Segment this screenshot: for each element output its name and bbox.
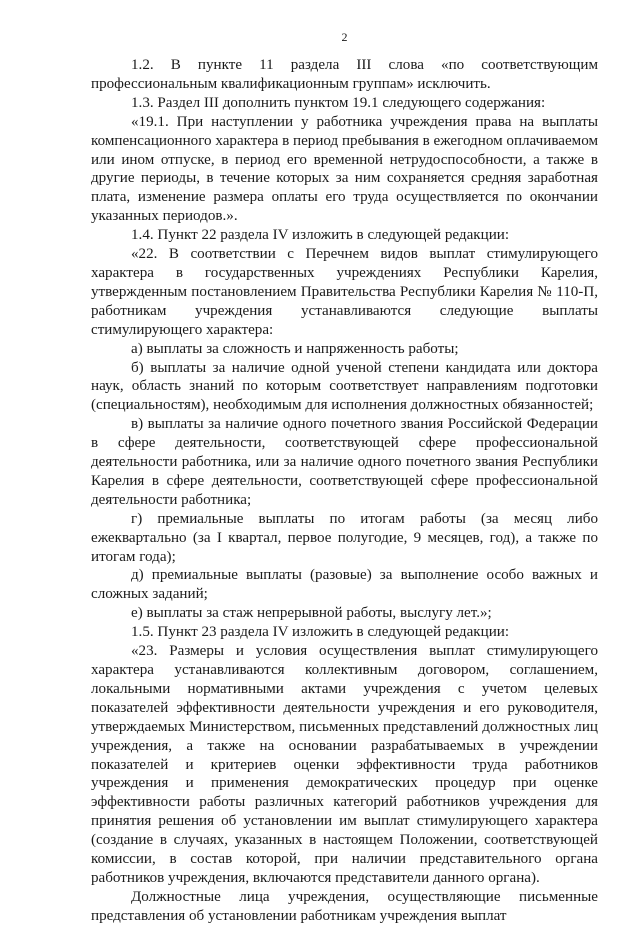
paragraph-23: «23. Размеры и условия осуществления выплат стимулирующего характера устанавливаются коллективным договором, соглашением, локальными нормативными актами учреждения с учетом целевых показателей эффективности деятельности учреждения и его руководителя, утверждаемых Министерством, письменных представлений должностных лиц учреждения, а также на основании разрабатываемых в учреждении показателей и критериев оценки эффективности труда работников учреждения и применения демократических процедур при оценке эффективности работы различных категорий работников учреждения для принятия решения об установлении им выплат стимулирующего характера (создание в случаях, указанных в настоящем Положении, соответствующей комиссии, в состав которой, при наличии представительного органа работников учреждения, включаются представители данного органа). <box>91 643 598 886</box>
paragraph-19-1: «19.1. При наступлении у работника учреждения права на выплаты компенсационного характера в период пребывания в ежегодном оплачиваемом или ином отпуске, в период его временной нетрудоспособности, а также в другие периоды, в течение которых за ним сохраняется средняя заработная плата, изменение размера оплаты его труда осуществляется по окончании указанных периодов.». <box>91 113 599 225</box>
list-item-b: б) выплаты за наличие одной ученой степени кандидата или доктора наук, область знаний по которым соответствует направлениям подготовки (специальностям), необходимым для исполнения должностных обязанностей; <box>91 359 598 414</box>
paragraph-1-5: 1.5. Пункт 23 раздела IV изложить в следующей редакции: <box>131 624 510 641</box>
paragraph-1-2: 1.2. В пункте 11 раздела III слова «по соответствующим профессиональным квалификационным группам» исключить. <box>91 57 598 92</box>
list-item-e: е) выплаты за стаж непрерывной работы, выслугу лет.»; <box>131 605 492 622</box>
list-item-d: д) премиальные выплаты (разовые) за выполнение особо важных и сложных заданий; <box>91 567 598 603</box>
list-item-g: г) премиальные выплаты по итогам работы (за месяц либо ежеквартально (за I квартал, первое полугодие, 9 месяцев, год), а также по итогам года); <box>91 510 598 565</box>
document-page <box>91 30 598 926</box>
paragraph-officials: Должностные лица учреждения, осуществляющие письменные представления об установлении работникам учреждения выплат <box>91 888 598 924</box>
paragraph-1-4: 1.4. Пункт 22 раздела IV изложить в следующей редакции: <box>131 227 510 244</box>
list-item-a: а) выплаты за сложность и напряженность работы; <box>131 340 459 357</box>
list-item-v: в) выплаты за наличие одного почетного звания Российской Федерации в сфере деятельности, соответствующей сфере профессиональной деятельности работника, или за наличие одного почетного звания Республики Карелия в сфере деятельности, соответствующей сфере профессиональной деятельности работника; <box>91 416 598 508</box>
paragraph-1-3: 1.3. Раздел III дополнить пунктом 19.1 следующего содержания: <box>131 94 546 111</box>
paragraph-22: «22. В соответствии с Перечнем видов выплат стимулирующего характера в государственных учреждениях Республики Карелия, утвержденным постановлением Правительства Республики Карелия № 110-П, работникам учреждения устанавливаются следующие выплаты стимулирующего характера: <box>91 246 598 338</box>
page-number: 2 <box>341 30 348 44</box>
